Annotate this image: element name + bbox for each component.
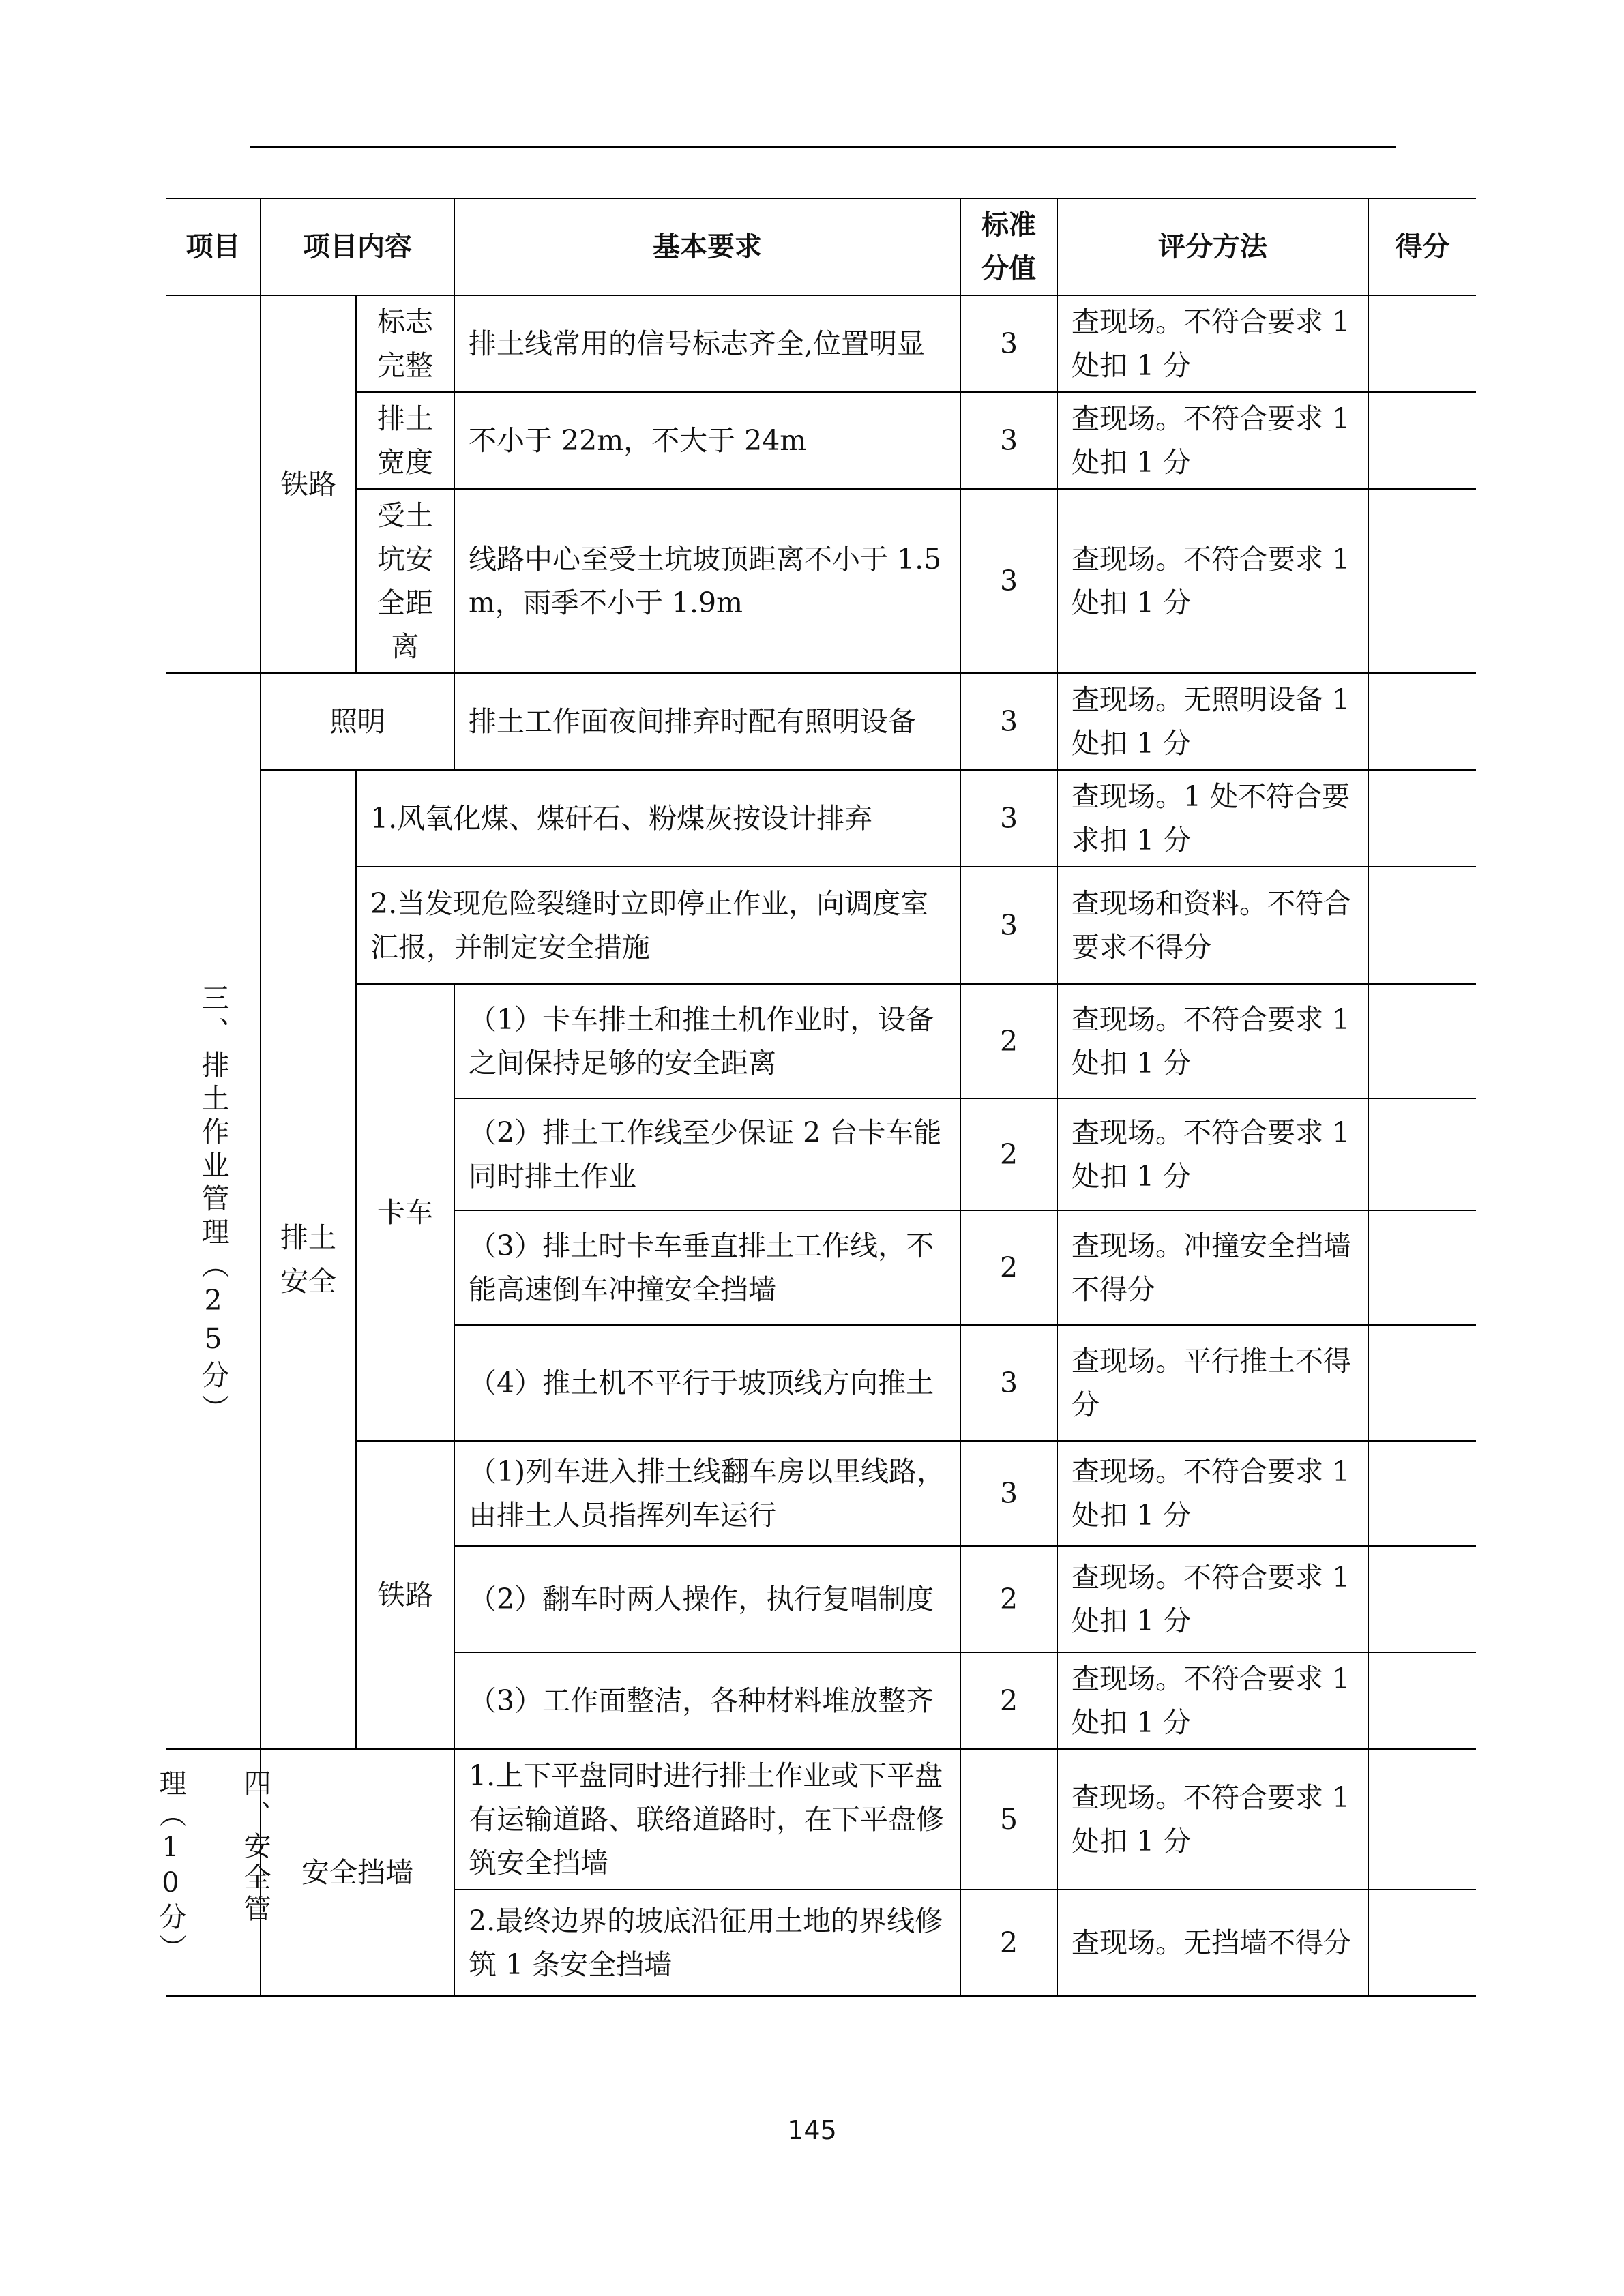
- score-cell: 3: [960, 489, 1057, 673]
- points-cell: [1368, 1749, 1476, 1890]
- points-cell: [1368, 392, 1476, 489]
- content-cell: 标志完整: [356, 295, 454, 392]
- points-cell: [1368, 1441, 1476, 1546]
- method-cell: 查现场。不符合要求 1 处扣 1 分: [1057, 392, 1368, 489]
- method-cell: 查现场。不符合要求 1 处扣 1 分: [1057, 295, 1368, 392]
- score-cell: 3: [960, 673, 1057, 770]
- method-cell: 查现场。不符合要求 1 处扣 1 分: [1057, 1652, 1368, 1749]
- requirement-cell: 线路中心至受土坑坡顶距离不小于 1.5m，雨季不小于 1.9m: [454, 489, 960, 673]
- points-cell: [1368, 1325, 1476, 1441]
- item-section-4-right: 四、安全管: [239, 1769, 271, 1926]
- sub-truck: 卡车: [356, 984, 454, 1441]
- item-section-3: [166, 673, 261, 1749]
- requirement-cell: （1)列车进入排土线翻车房以里线路，由排土人员指挥列车运行: [454, 1441, 960, 1546]
- requirement-cell: （4）推土机不平行于坡顶线方向推土: [454, 1325, 960, 1441]
- requirement-cell: 2.当发现危险裂缝时立即停止作业，向调度室汇报，并制定安全措施: [356, 867, 960, 984]
- requirement-cell: （1）卡车排土和推土机作业时，设备之间保持足够的安全距离: [454, 984, 960, 1099]
- points-cell: [1368, 1099, 1476, 1210]
- content-cell: 受土坑安全距离: [356, 489, 454, 673]
- points-cell: [1368, 770, 1476, 867]
- item-cell-blank: [166, 295, 261, 673]
- method-cell: 查现场。平行推土不得分: [1057, 1325, 1368, 1441]
- score-cell: 3: [960, 1325, 1057, 1441]
- table-header-row: [166, 198, 1476, 295]
- method-cell: 查现场。冲撞安全挡墙不得分: [1057, 1210, 1368, 1325]
- method-cell: 查现场。不符合要求 1 处扣 1 分: [1057, 1546, 1368, 1652]
- method-cell: 查现场和资料。不符合要求不得分: [1057, 867, 1368, 984]
- table-row: [166, 770, 1476, 867]
- col-header-item: 项目: [166, 198, 261, 295]
- sub-railway: 铁路: [356, 1441, 454, 1749]
- score-cell: 2: [960, 1546, 1057, 1652]
- points-cell: [1368, 1210, 1476, 1325]
- points-cell: [1368, 295, 1476, 392]
- table-row: [166, 984, 1476, 1099]
- points-cell: [1368, 1652, 1476, 1749]
- method-cell: 查现场。不符合要求 1 处扣 1 分: [1057, 1099, 1368, 1210]
- score-cell: 3: [960, 295, 1057, 392]
- score-cell: 3: [960, 867, 1057, 984]
- content-lighting: 照明: [261, 673, 454, 770]
- points-cell: [1368, 1546, 1476, 1652]
- score-cell: 2: [960, 1652, 1057, 1749]
- method-cell: 查现场。不符合要求 1 处扣 1 分: [1057, 1749, 1368, 1890]
- header-rule: [250, 146, 1396, 148]
- table-row: [166, 1749, 1476, 1890]
- method-cell: 查现场。不符合要求 1 处扣 1 分: [1057, 489, 1368, 673]
- content-cell: 排土宽度: [356, 392, 454, 489]
- requirement-cell: 1.上下平盘同时进行排土作业或下平盘有运输道路、联络道路时，在下平盘修筑安全挡墙: [454, 1749, 960, 1890]
- group-railway: 铁路: [261, 295, 356, 673]
- table-row: [166, 867, 1476, 984]
- method-cell: 查现场。不符合要求 1 处扣 1 分: [1057, 1441, 1368, 1546]
- score-cell: 2: [960, 1210, 1057, 1325]
- requirement-cell: 1.风氧化煤、煤矸石、粉煤灰按设计排弃: [356, 770, 960, 867]
- score-cell: 5: [960, 1749, 1057, 1890]
- page-number: 145: [787, 2115, 837, 2145]
- col-header-requirement: 基本要求: [454, 198, 960, 295]
- score-cell: 3: [960, 770, 1057, 867]
- item-section-4: [155, 1749, 271, 1996]
- scoring-table: [155, 198, 1476, 1997]
- requirement-cell: （3）工作面整洁，各种材料堆放整齐: [454, 1652, 960, 1749]
- method-cell: 查现场。1 处不符合要求扣 1 分: [1057, 770, 1368, 867]
- points-cell: [1368, 1890, 1476, 1996]
- score-cell: 2: [960, 1890, 1057, 1996]
- table-row: [166, 673, 1476, 770]
- requirement-cell: （2）翻车时两人操作，执行复唱制度: [454, 1546, 960, 1652]
- content-safety-wall: 安全挡墙: [261, 1749, 454, 1996]
- score-cell: 3: [960, 392, 1057, 489]
- col-header-content: 项目内容: [261, 198, 454, 295]
- table-row: [166, 1441, 1476, 1546]
- points-cell: [1368, 489, 1476, 673]
- requirement-cell: 排土工作面夜间排弃时配有照明设备: [454, 673, 960, 770]
- table-row: [166, 489, 1476, 673]
- table-row: [166, 295, 1476, 392]
- score-cell: 2: [960, 984, 1057, 1099]
- method-cell: 查现场。无挡墙不得分: [1057, 1890, 1368, 1996]
- col-header-method: 评分方法: [1057, 198, 1368, 295]
- requirement-cell: 不小于 22m，不大于 24m: [454, 392, 960, 489]
- group-dumping-safety: [261, 770, 356, 1749]
- score-cell: 3: [960, 1441, 1057, 1546]
- requirement-cell: 排土线常用的信号标志齐全,位置明显: [454, 295, 960, 392]
- requirement-cell: 2.最终边界的坡底沿征用土地的界线修筑 1 条安全挡墙: [454, 1890, 960, 1996]
- group-dumping-safety-label: 排土安全: [280, 1221, 336, 1298]
- table-row: [166, 392, 1476, 489]
- score-cell: 2: [960, 1099, 1057, 1210]
- item-section-4-left: 理（10分）: [155, 1769, 186, 1965]
- method-cell: 查现场。不符合要求 1 处扣 1 分: [1057, 984, 1368, 1099]
- points-cell: [1368, 867, 1476, 984]
- points-cell: [1368, 984, 1476, 1099]
- requirement-cell: （3）排土时卡车垂直排土工作线，不能高速倒车冲撞安全挡墙: [454, 1210, 960, 1325]
- col-header-score: 标准分值: [960, 198, 1057, 295]
- requirement-cell: （2）排土工作线至少保证 2 台卡车能同时排土作业: [454, 1099, 960, 1210]
- method-cell: 查现场。无照明设备 1 处扣 1 分: [1057, 673, 1368, 770]
- item-section-3-label: 三、排土作业管理（25分）: [196, 983, 230, 1427]
- col-header-points: 得分: [1368, 198, 1476, 295]
- points-cell: [1368, 673, 1476, 770]
